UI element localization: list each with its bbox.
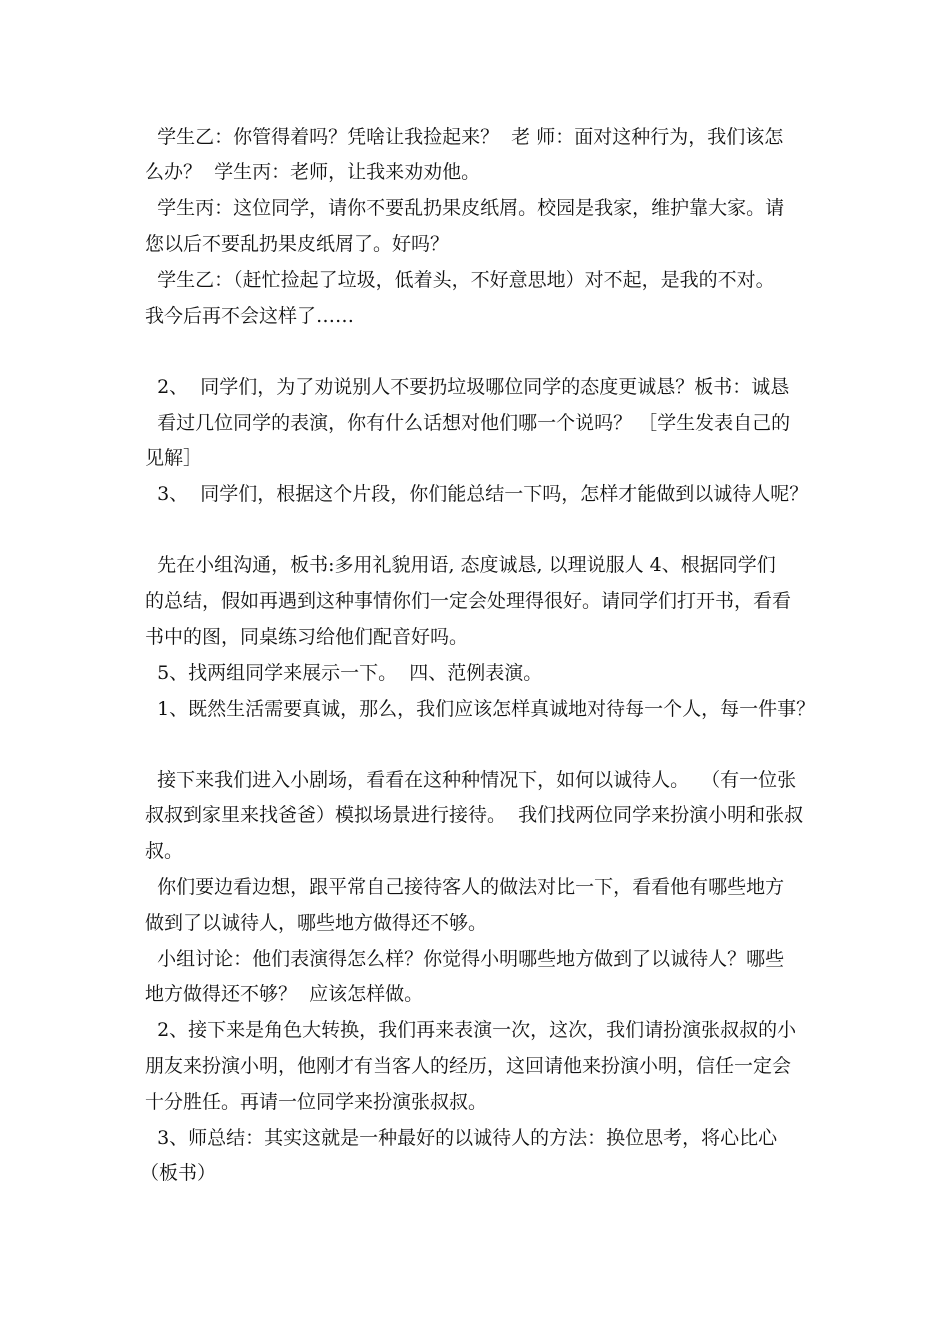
- text-line: 我今后再不会这样了……: [145, 305, 355, 327]
- text-line: 1、既然生活需要真诚，那么，我们应该怎样真诚地对待每一个人，每一件事？: [145, 698, 816, 720]
- text-line: 2、接下来是角色大转换，我们再来表演一次，这次，我们请扮演张叔叔的小: [145, 1019, 797, 1041]
- text-line: 学生乙：你管得着吗？凭啥让我捡起来？ 老 师：面对这种行为，我们该怎: [145, 126, 784, 148]
- text-line: 叔叔到家里来找爸爸）模拟场景进行接待。 我们找两位同学来扮演小明和张叔: [145, 804, 804, 826]
- text-line: 十分胜任。再请一位同学来扮演张叔叔。: [145, 1091, 488, 1113]
- text-line: 地方做得还不够？ 应该怎样做。: [145, 983, 424, 1005]
- text-line: 学生丙：这位同学，请你不要乱扔果皮纸屑。校园是我家，维护靠大家。请: [145, 197, 785, 219]
- text-line: 朋友来扮演小明，他刚才有当客人的经历，这回请他来扮演小明，信任一定会: [145, 1055, 792, 1077]
- text-line: 叔。: [145, 840, 184, 862]
- text-line: （板书）: [140, 1162, 217, 1184]
- text-line: 5、找两组同学来展示一下。 四、范例表演。: [145, 662, 543, 684]
- text-line: 的总结，假如再遇到这种事情你们一定会处理得很好。请同学们打开书，看看: [145, 590, 792, 612]
- text-line: 见解］: [145, 447, 203, 469]
- text-line: 你们要边看边想，跟平常自己接待客人的做法对比一下，看看他有哪些地方: [145, 876, 785, 898]
- text-line: 3、师总结：其实这就是一种最好的以诚待人的方法：换位思考，将心比心: [145, 1127, 778, 1149]
- text-line: 学生乙：（赶忙捡起了垃圾，低着头，不好意思地）对不起，是我的不对。: [145, 269, 775, 291]
- text-line: 2、 同学们，为了劝说别人不要扔垃圾哪位同学的态度更诚恳？板书：诚恳: [145, 376, 790, 398]
- text-line: 么办？ 学生丙：老师，让我来劝劝他。: [145, 161, 481, 183]
- text-line: 小组讨论：他们表演得怎么样？你觉得小明哪些地方做到了以诚待人？哪些: [145, 948, 785, 970]
- text-line: 看过几位同学的表演，你有什么话想对他们哪一个说吗？ ［学生发表自己的: [145, 412, 791, 434]
- text-line: 先在小组沟通，板书:多用礼貌用语, 态度诚恳, 以理说服人 4、根据同学们: [145, 554, 776, 576]
- text-line: 您以后不要乱扔果皮纸屑了。好吗？: [145, 233, 450, 255]
- text-line: 接下来我们进入小剧场，看看在这种种情况下，如何以诚待人。 （有一位张: [145, 769, 797, 791]
- text-line: 做到了以诚待人，哪些地方做得还不够。: [145, 912, 488, 934]
- text-line: 3、 同学们，根据这个片段，你们能总结一下吗，怎样才能做到以诚待人呢？: [145, 483, 809, 505]
- text-line: 书中的图，同桌练习给他们配音好吗。: [145, 626, 469, 648]
